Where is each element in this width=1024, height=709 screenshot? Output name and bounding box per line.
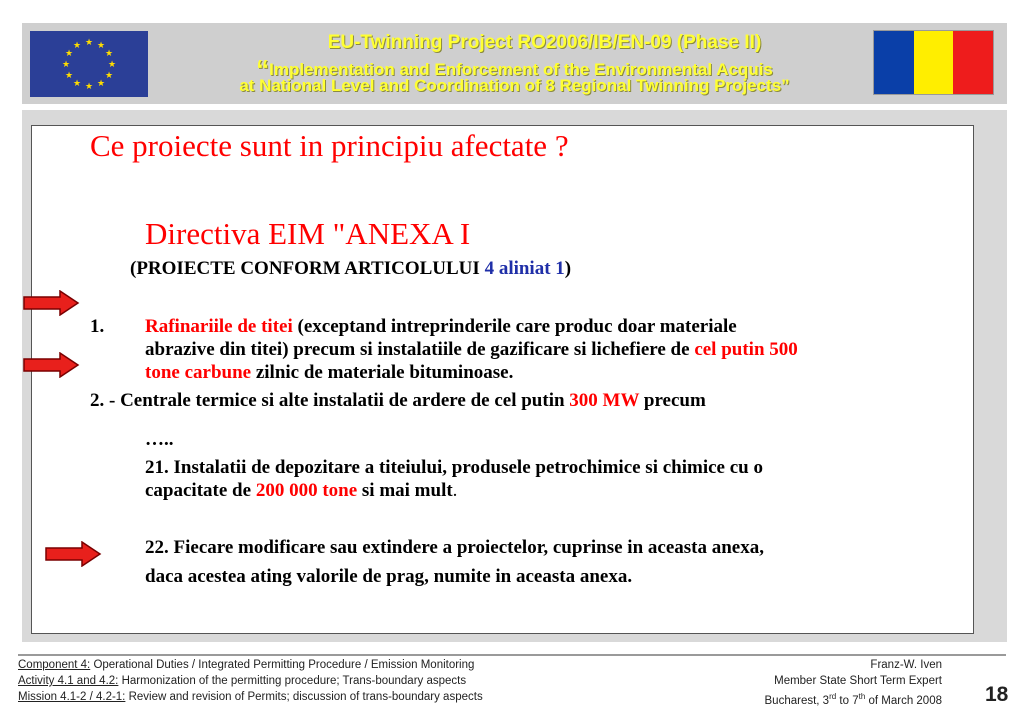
footer-divider bbox=[18, 654, 1006, 656]
svg-text:★: ★ bbox=[72, 41, 82, 51]
right-arrow-icon bbox=[22, 352, 80, 378]
right-arrow-icon bbox=[44, 541, 102, 567]
romania-flag-icon bbox=[873, 30, 994, 95]
svg-text:★: ★ bbox=[84, 38, 94, 48]
footer-author: Franz-W. Iven bbox=[870, 659, 942, 671]
item-1-line-1: Rafinariile de titei (exceptand intreprinderile care produc doar materiale bbox=[145, 316, 737, 337]
directive-subtitle: (PROIECTE CONFORM ARTICOLULUI 4 aliniat 1) bbox=[130, 258, 572, 279]
svg-text:★: ★ bbox=[64, 49, 74, 59]
header-line-2: “Implementation and Enforcement of the Environmental Acquis bbox=[256, 54, 773, 84]
footer-activity: Activity 4.1 and 4.2: Harmonization of the permitting procedure; Trans-boundary aspects bbox=[18, 675, 467, 687]
item-2: 2. - Centrale termice si alte instalatii de ardere de cel putin 300 MW precum bbox=[90, 390, 706, 411]
svg-text:★: ★ bbox=[72, 79, 82, 89]
item-22-line-2: daca acestea ating valorile de prag, numite in aceasta anexa. bbox=[145, 566, 633, 587]
item-1-line-2: abrazive din titei) precum si instalatiile de gazificare si lichefiere de cel putin 500 bbox=[145, 339, 798, 360]
svg-text:★: ★ bbox=[96, 41, 106, 51]
page-number: 18 bbox=[985, 683, 1009, 706]
item-1-number: 1. bbox=[90, 316, 105, 337]
footer-date: Bucharest, 3rd to 7th of March 2008 bbox=[764, 692, 942, 707]
svg-text:★: ★ bbox=[61, 60, 71, 70]
item-22-line-1: 22. Fiecare modificare sau extindere a proiectelor, cuprinse in aceasta anexa, bbox=[145, 537, 764, 558]
footer-role: Member State Short Term Expert bbox=[774, 675, 942, 687]
item-21-line-2: capacitate de 200 000 tone si mai mult. bbox=[145, 480, 458, 501]
ellipsis: ….. bbox=[145, 429, 174, 450]
footer-mission: Mission 4.1-2 / 4.2-1: Review and revision of Permits; discussion of trans-boundary aspects bbox=[18, 691, 483, 703]
item-21-line-1: 21. Instalatii de depozitare a titeiului, produsele petrochimice si chimice cu o bbox=[145, 457, 763, 478]
slide-title: Ce proiecte sunt in principiu afectate ? bbox=[90, 128, 569, 163]
footer-component: Component 4: Operational Duties / Integrated Permitting Procedure / Emission Monitoring bbox=[18, 659, 475, 671]
svg-text:★: ★ bbox=[107, 60, 117, 70]
svg-text:★: ★ bbox=[64, 71, 74, 81]
right-arrow-icon bbox=[22, 290, 80, 316]
directive-heading: Directiva EIM "ANEXA I bbox=[145, 216, 471, 251]
svg-text:★: ★ bbox=[84, 82, 94, 92]
slide-header bbox=[22, 23, 1007, 104]
svg-text:★: ★ bbox=[96, 79, 106, 89]
item-1-line-3: tone carbune zilnic de materiale bituminoase. bbox=[145, 362, 514, 383]
svg-text:★: ★ bbox=[104, 71, 114, 81]
svg-text:★: ★ bbox=[104, 49, 114, 59]
header-line-3: at National Level and Coordination of 8 Regional Twinning Projects” bbox=[239, 76, 790, 95]
footer-right bbox=[720, 657, 942, 709]
header-line-1: EU-Twinning Project RO2006/IB/EN-09 (Phase II) bbox=[327, 32, 762, 53]
footer-left bbox=[18, 657, 483, 705]
